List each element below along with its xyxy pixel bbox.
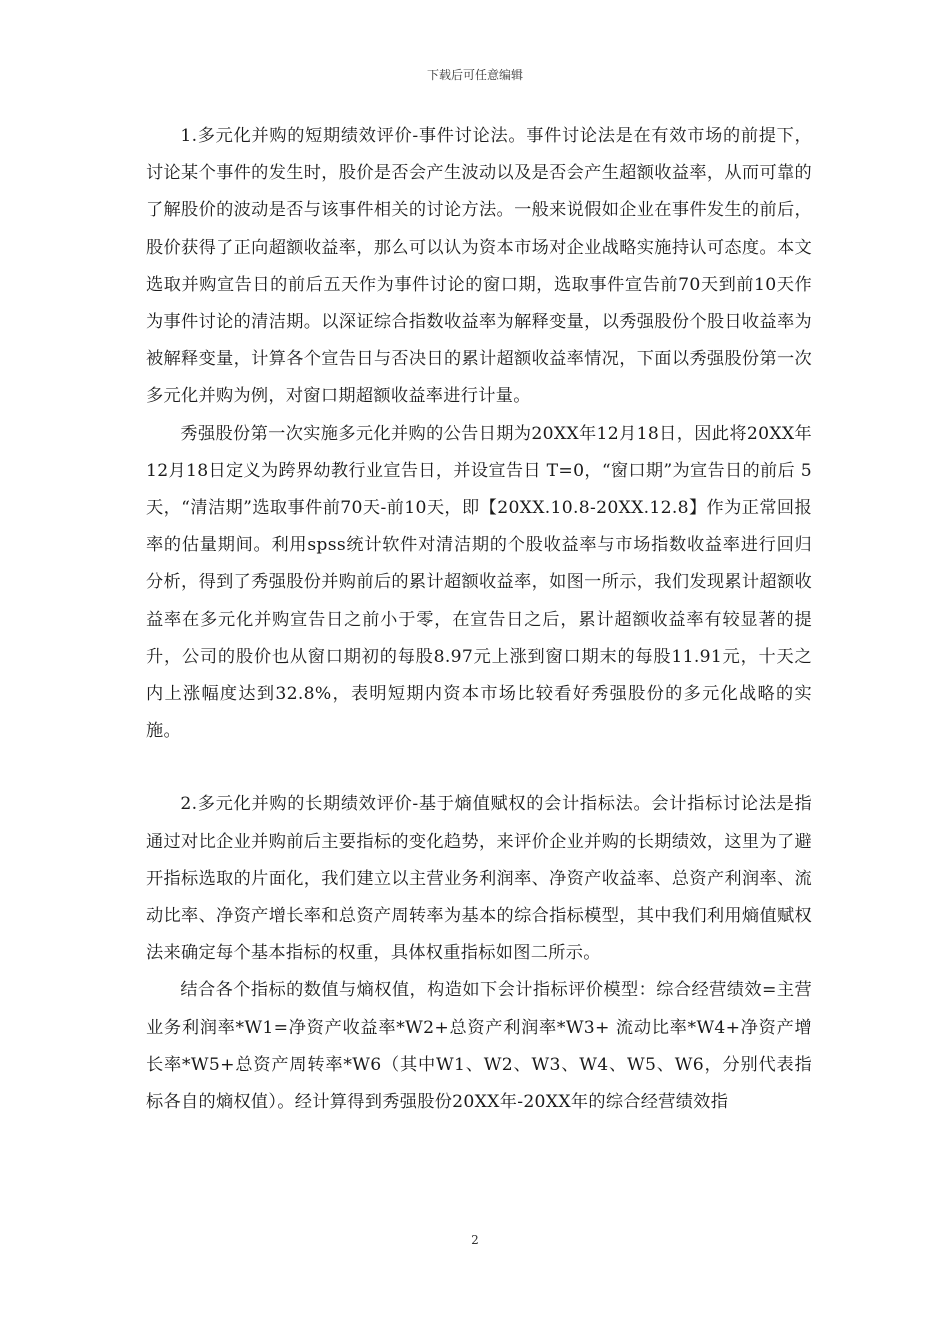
paragraph-event-window: 秀强股份第一次实施多元化并购的公告日期为20XX年12月18日，因此将20XX年12月18日定义为跨界幼教行业宣告日，并设宣告日 T=0，“窗口期”为宣告日的前后 5 天，“清洁期”选取事件前70天-前10天，即【20XX.10.8-20XX.12.8】作为正常回报率的估量期间。利用spss统计软件对清洁期的个股收益率与市场指数收益率进行回归分析，得到了秀强股份并购前后的累计超额收益率，如图一所示，我们发现累计超额收益率在多元化并购宣告日之前小于零，在宣告日之后，累计超额收益率有较显著的提升，公司的股价也从窗口期初的每股8.97元上涨到窗口期末的每股11.91元，十天之内上涨幅度达到32.8%，表明短期内资本市场比较看好秀强股份的多元化战略的实施。 [146, 423, 812, 742]
paragraph-short-term-performance: 1.多元化并购的短期绩效评价-事件讨论法。事件讨论法是在有效市场的前提下，讨论某个事件的发生时，股价是否会产生波动以及是否会产生超额收益率，从而可靠的了解股价的波动是否与该事件相关的讨论方法。一般来说假如企业在事件发生的前后，股价获得了正向超额收益率，那么可以认为资本市场对企业战略实施持认可态度。本文选取并购宣告日的前后五天作为事件讨论的窗口期，选取事件宣告前70天到前10天作为事件讨论的清洁期。以深证综合指数收益率为解释变量，以秀强股份个股日收益率为被解释变量，计算各个宣告日与否决日的累计超额收益率情况，下面以秀强股份第一次多元化并购为例，对窗口期超额收益率进行计量。 [146, 126, 812, 407]
paragraph-long-term-performance: 2.多元化并购的长期绩效评价-基于熵值赋权的会计指标法。会计指标讨论法是指通过对比企业并购前后主要指标的变化趋势，来评价企业并购的长期绩效，这里为了避开指标选取的片面化，我们建立以主营业务利润率、净资产收益率、总资产利润率、流动比率、净资产增长率和总资产周转率为基本的综合指标模型，其中我们利用熵值赋权法来确定每个基本指标的权重，具体权重指标如图二所示。 [146, 794, 812, 964]
paragraph-gap [146, 750, 812, 786]
document-body [146, 118, 812, 1121]
page-header: 下载后可任意编辑 [426, 68, 523, 82]
page-number: 2 [471, 1233, 479, 1247]
paragraph-evaluation-model: 结合各个指标的数值与熵权值，构造如下会计指标评价模型：综合经营绩效=主营业务利润率*W1=净资产收益率*W2+总资产利润率*W3+ 流动比率*W4+净资产增长率*W5+总资产周转率*W6（其中W1、W2、W3、W4、W5、W6，分别代表指标各自的熵权值）。经计算得到秀强股份20XX年-20XX年的综合经营绩效指 [146, 980, 812, 1113]
